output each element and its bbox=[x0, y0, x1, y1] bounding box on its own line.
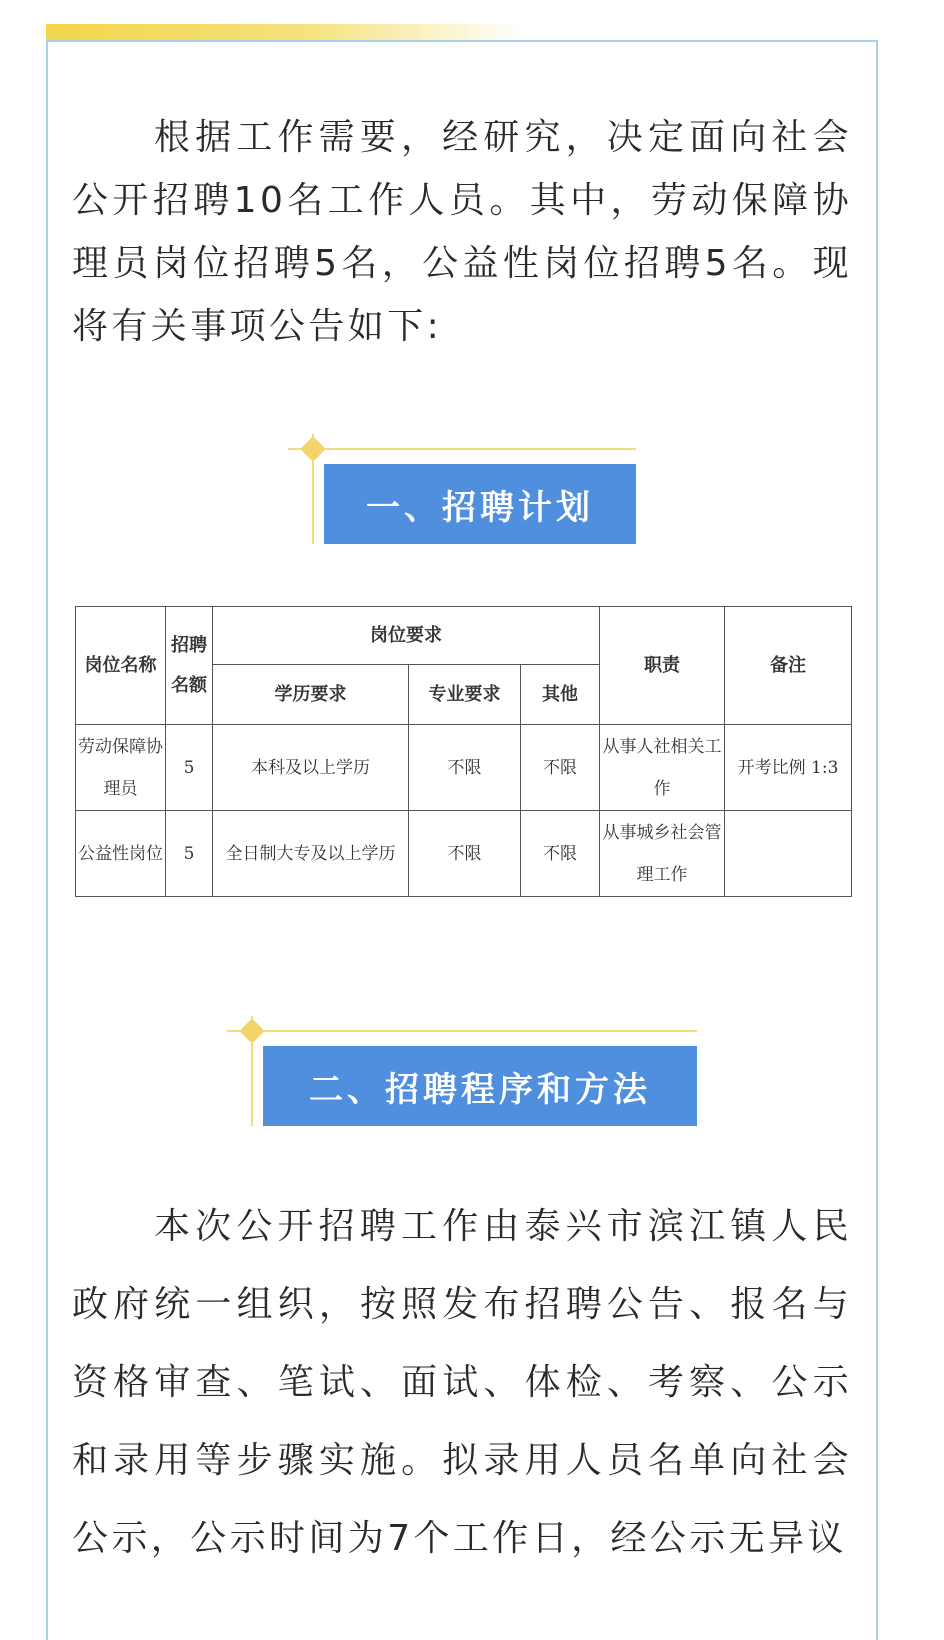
section-heading-recruitment-plan bbox=[288, 428, 638, 548]
section-title-box bbox=[263, 1046, 697, 1126]
header-education: 学历要求 bbox=[213, 665, 409, 725]
cell-duty: 从事城乡社会管理工作 bbox=[600, 811, 725, 897]
header-remark: 备注 bbox=[725, 607, 852, 725]
table-row bbox=[76, 725, 852, 811]
heading-decor-diamond bbox=[239, 1018, 264, 1043]
header-post-name: 岗位名称 bbox=[76, 607, 166, 725]
cell-post-name: 劳动保障协理员 bbox=[76, 725, 166, 811]
section-title-box bbox=[324, 464, 636, 544]
header-duty: 职责 bbox=[600, 607, 725, 725]
heading-decor-hline bbox=[227, 1030, 697, 1032]
section-heading-procedure bbox=[227, 1010, 699, 1130]
procedure-paragraph: 本次公开招聘工作由泰兴市滨江镇人民政府统一组织，按照发布招聘公告、报名与资格审查、笔试、面试、体检、考察、公示和录用等步骤实施。拟录用人员名单向社会公示，公示时间为7个工作日，经公示无异议 bbox=[72, 1206, 852, 1559]
table-row bbox=[76, 811, 852, 897]
cell-education: 全日制大专及以上学历 bbox=[213, 811, 409, 897]
section-title: 一、招聘计划 bbox=[366, 487, 594, 528]
cell-remark: 开考比例 1:3 bbox=[725, 725, 852, 811]
intro-paragraph: 根据工作需要，经研究，决定面向社会公开招聘10名工作人员。其中，劳动保障协理员岗位招聘5名，公益性岗位招聘5名。现将有关事项公告如下: bbox=[72, 117, 852, 347]
section-title: 二、招聘程序和方法 bbox=[309, 1069, 651, 1110]
cell-quota: 5 bbox=[166, 811, 213, 897]
cell-remark bbox=[725, 811, 852, 897]
header-requirements: 岗位要求 bbox=[213, 607, 600, 665]
cell-major: 不限 bbox=[409, 811, 521, 897]
header-other: 其他 bbox=[521, 665, 600, 725]
heading-decor-hline bbox=[288, 448, 636, 450]
heading-decor-diamond bbox=[300, 436, 325, 461]
cell-other: 不限 bbox=[521, 725, 600, 811]
cell-duty: 从事人社相关工作 bbox=[600, 725, 725, 811]
header-major: 专业要求 bbox=[409, 665, 521, 725]
cell-education: 本科及以上学历 bbox=[213, 725, 409, 811]
cell-major: 不限 bbox=[409, 725, 521, 811]
cell-post-name: 公益性岗位 bbox=[76, 811, 166, 897]
header-quota: 招聘名额 bbox=[166, 607, 213, 725]
cell-quota: 5 bbox=[166, 725, 213, 811]
recruitment-plan-table bbox=[75, 606, 851, 897]
cell-other: 不限 bbox=[521, 811, 600, 897]
top-accent-bar bbox=[46, 24, 526, 40]
